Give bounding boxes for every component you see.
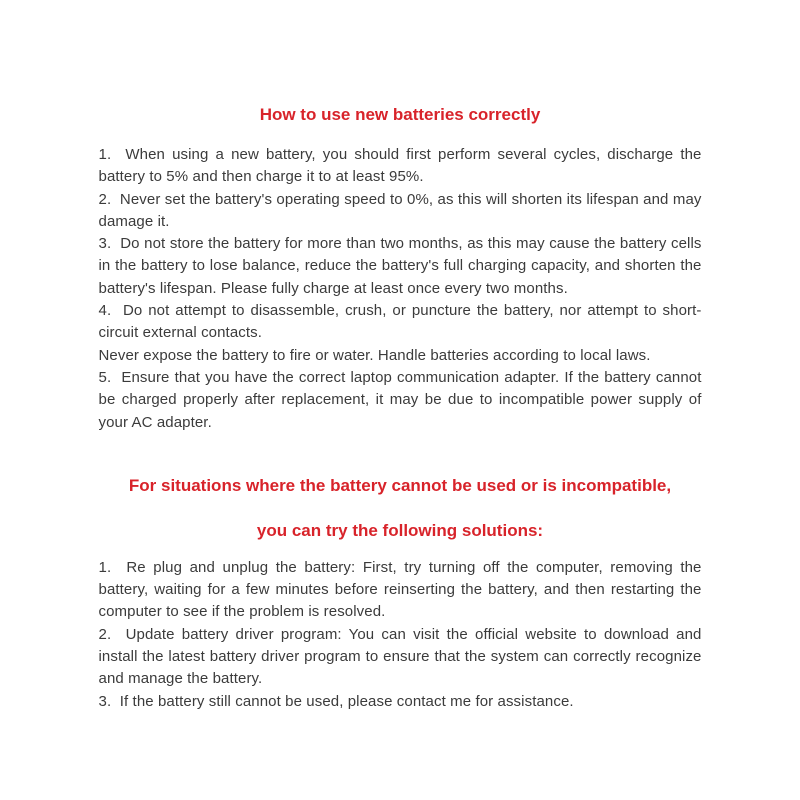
- troubleshooting-section-paragraphs: [99, 557, 702, 713]
- usage-section-paragraphs: [99, 144, 702, 434]
- troubleshooting-paragraph: 2. Update battery driver program: You can visit the official website to download and install the latest battery driver program to ensure that the system can correctly recognize and manage the battery.: [98, 625, 702, 688]
- troubleshooting-section-title-line2: you can try the following solutions:: [256, 520, 544, 540]
- troubleshooting-paragraph: 3. If the battery still cannot be used, please contact me for assistance.: [98, 692, 574, 710]
- usage-section-title: How to use new batteries correctly: [259, 105, 541, 124]
- usage-paragraph: 2. Never set the battery's operating speed to 0%, as this will shorten its lifespan and may damage it.: [98, 190, 702, 230]
- usage-paragraph: 1. When using a new battery, you should first perform several cycles, discharge the battery to 5% and then charge it to at least 95%.: [98, 146, 702, 186]
- document-page: [99, 0, 702, 713]
- usage-paragraph: 4. Do not attempt to disassemble, crush, or puncture the battery, nor attempt to short-circuit external contacts.: [98, 302, 702, 342]
- usage-paragraph: Never expose the battery to fire or water. Handle batteries according to local laws.: [98, 346, 651, 364]
- usage-paragraph: 5. Ensure that you have the correct laptop communication adapter. If the battery cannot be charged properly after replacement, it may be due to incompatible power supply of your AC adapter.: [98, 368, 702, 431]
- troubleshooting-section-title-line1: For situations where the battery cannot be used or is incompatible,: [128, 475, 672, 495]
- troubleshooting-paragraph: 1. Re plug and unplug the battery: First, try turning off the computer, removing the battery, waiting for a few minutes before reinserting the battery, and then restarting the computer to see if the problem is resolved.: [98, 558, 702, 621]
- usage-paragraph: 3. Do not store the battery for more than two months, as this may cause the battery cells in the battery to lose balance, reduce the battery's full charging capacity, and shorten the battery's lifespan. Please fully charge at least once every two months.: [98, 235, 702, 297]
